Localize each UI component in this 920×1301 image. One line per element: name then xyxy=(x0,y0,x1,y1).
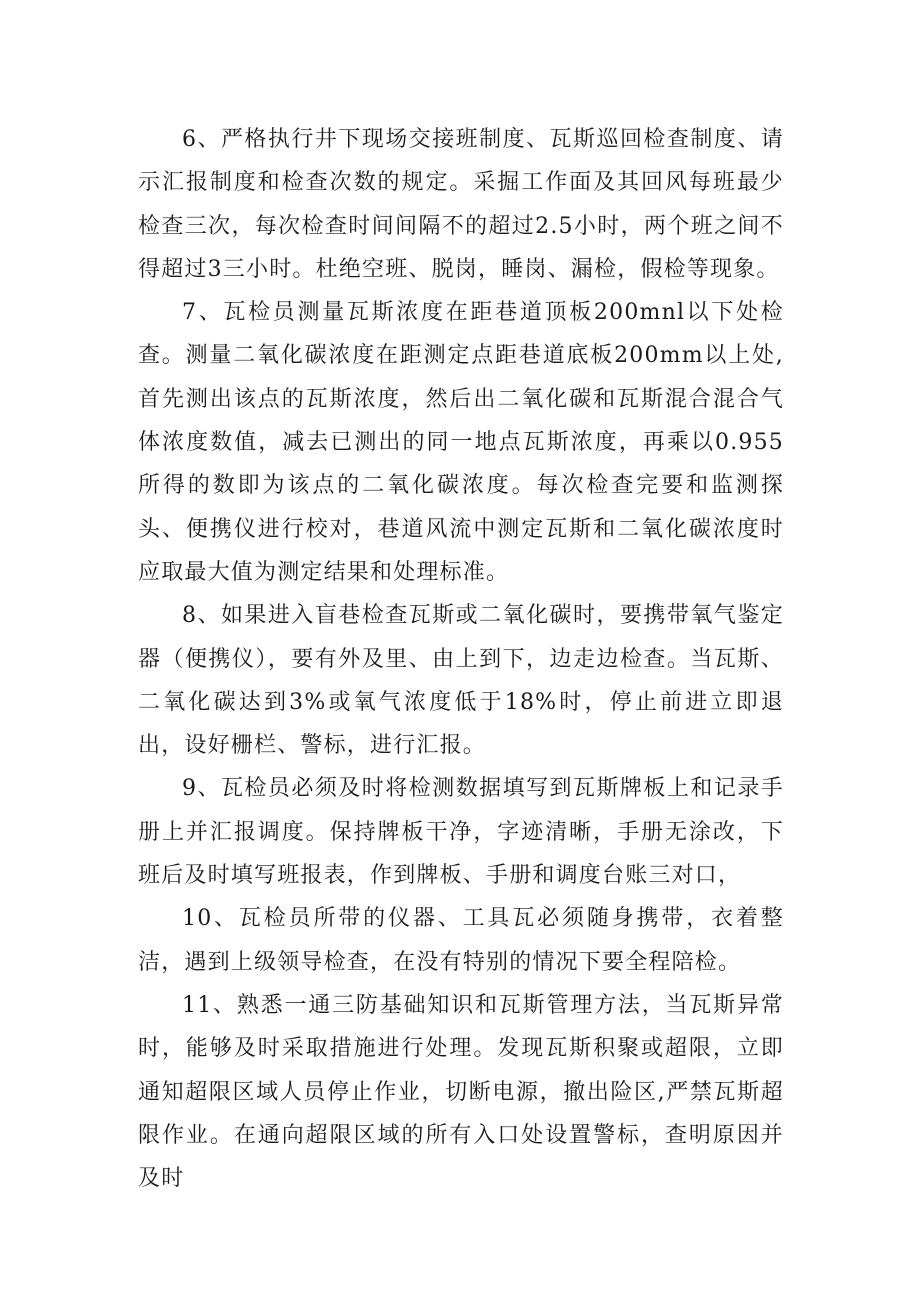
paragraph-7: 7、瓦检员测量瓦斯浓度在距巷道顶板200mnl以下处检查。测量二氧化碳浓度在距测定点距巷道底板200mm以上处,首先测出该点的瓦斯浓度，然后出二氧化碳和瓦斯混合混合气体浓度数值，减去已测出的同一地点瓦斯浓度，再乘以0.955所得的数即为该点的二氧化碳浓度。每次检查完要和监测探头、便携仪进行校对，巷道风流中测定瓦斯和二氧化碳浓度时应取最大值为测定结果和处理标准。 xyxy=(138,300,784,585)
document-page xyxy=(138,118,784,1200)
paragraph-10: 10、瓦检员所带的仪器、工具瓦必须随身携带，衣着整洁，遇到上级领导检查，在没有特别的情况下要全程陪检。 xyxy=(138,906,784,975)
paragraph-9: 9、瓦检员必须及时将检测数据填写到瓦斯牌板上和记录手册上并汇报调度。保持牌板干净，字迹清晰，手册无涂改，下班后及时填写班报表，作到牌板、手册和调度台账三对口， xyxy=(138,776,784,889)
paragraph-8: 8、如果进入盲巷检查瓦斯或二氧化碳时，要携带氧气鉴定器（便携仪），要有外及里、由上到下，边走边检查。当瓦斯、二氧化碳达到3%或氧气浓度低于18%时，停止前进立即退出，设好栅栏、警标，进行汇报。 xyxy=(138,603,784,759)
paragraph-6: 6、严格执行井下现场交接班制度、瓦斯巡回检查制度、请示汇报制度和检查次数的规定。采掘工作面及其回风每班最少检查三次，每次检查时间间隔不的超过2.5小时，两个班之间不得超过3三小时。杜绝空班、脱岗，睡岗、漏检，假检等现象。 xyxy=(138,127,784,282)
paragraph-11: 11、熟悉一通三防基础知识和瓦斯管理方法，当瓦斯异常时，能够及时采取措施进行处理。发现瓦斯积聚或超限，立即通知超限区域人员停止作业，切断电源，撤出险区,严禁瓦斯超限作业。在通向超限区域的所有入口处设置警标，查明原因并及时 xyxy=(138,992,784,1192)
